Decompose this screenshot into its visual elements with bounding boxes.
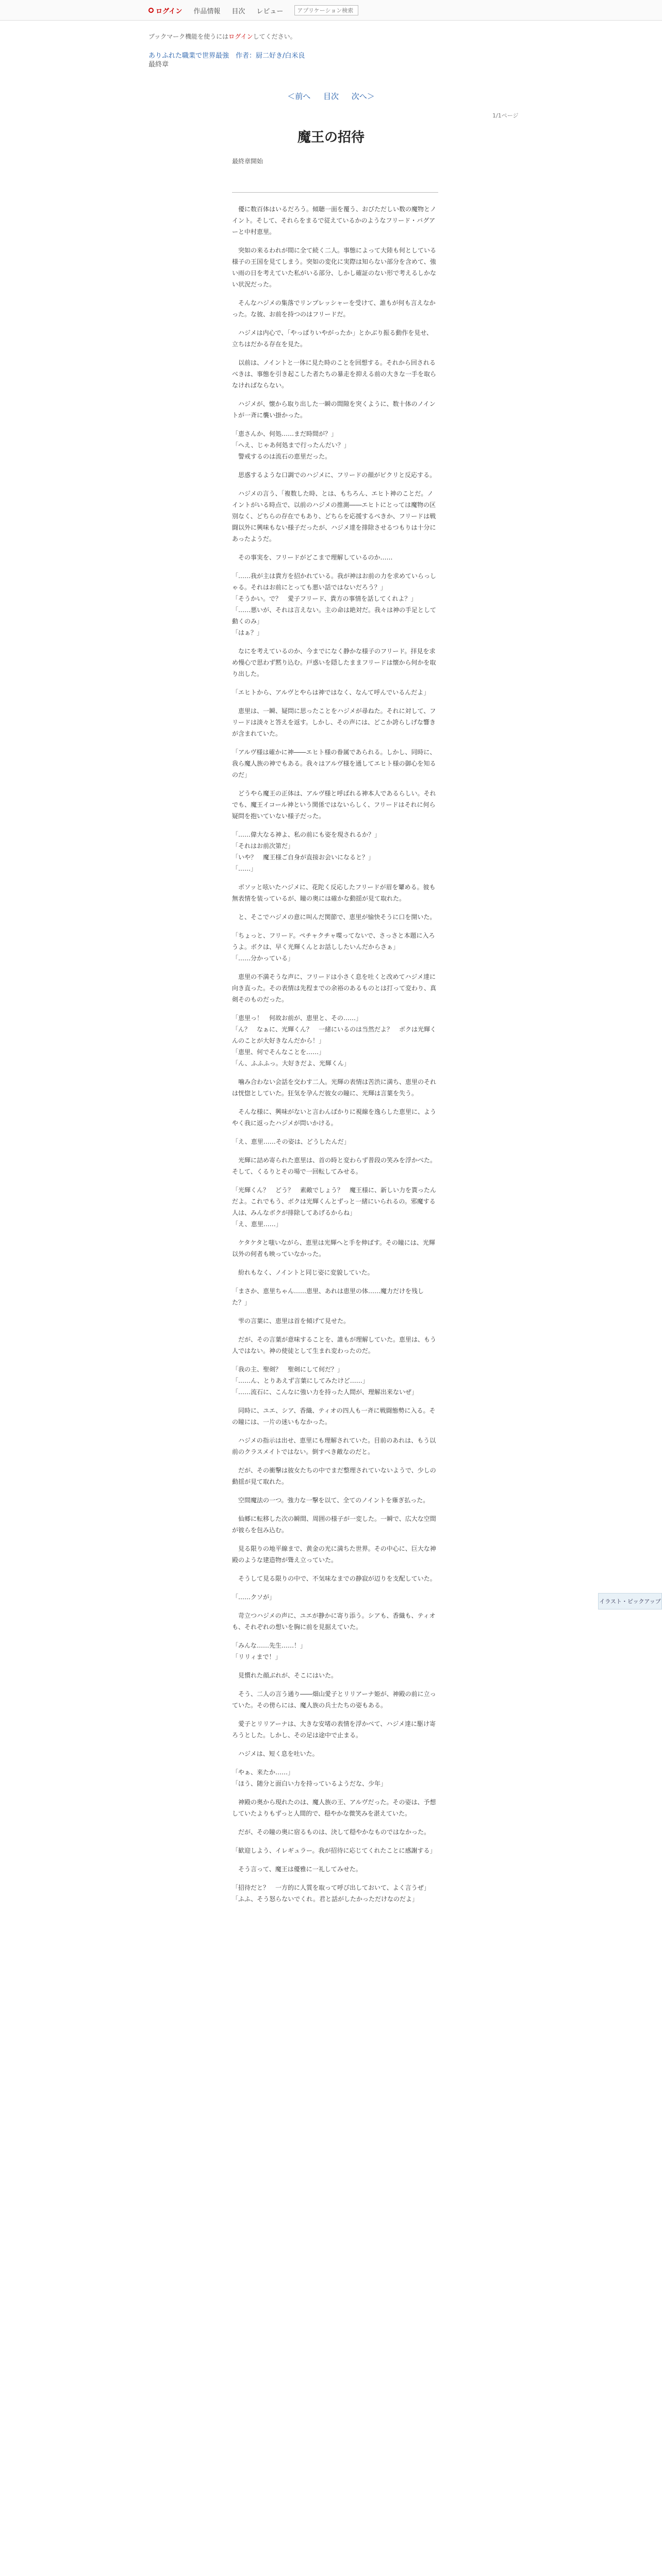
body-paragraph: 噛み合わない会話を交わす二人。光輝の表情は苦渋に満ち、恵里のそれは恍惚としていた。狂気を孕んだ彼女の瞳に、光輝は言葉を失う。 <box>232 1078 437 1097</box>
part-title: 最終章開始 <box>232 158 263 165</box>
body-paragraph: 紛れもなく、ノイントと同じ姿に変貌していた。 <box>232 1269 374 1276</box>
nav-table-of-contents[interactable]: 目次 <box>231 7 245 15</box>
body-paragraph: 「……クソが」 <box>232 1594 276 1601</box>
body-paragraph: ハジメの言う、「複数した時、とは、もちろん、エヒト神のことだ。ノイントがいる時点で、以前のハジメの推測――エヒトにとっては魔物の区別なく、どちらの存在でもあり、どちらを応援するべきか、フリードは戦闘以外に興味もない様子だったが、ハジメ達を排除させるつもりは十分にあったようだ。 <box>232 490 436 543</box>
body-paragraph: 見慣れた顔ぶれが、そこにはいた。 <box>232 1672 338 1679</box>
search-input[interactable] <box>294 5 358 15</box>
body-paragraph: 「光輝くん？ どう？ 素敵でしょう？ 魔王様に、新しい力を貰ったんだよ。これでもう、ボクは光輝くんとずっと一緒にいられるの。邪魔する人は、みんなボクが排除してあげるからね」 「え、恵里……」 <box>232 1187 437 1228</box>
body-paragraph: 神殿の奥から現れたのは、魔人族の王、アルヴだった。その姿は、予想していたよりもずっと人間的で、穏やかな微笑みを湛えていた。 <box>232 1799 436 1817</box>
body-paragraph: 突如の来るわれが間に全て続く二人。事態によって大陸も何としている様子の王国を見てしまう。突如の変化に実際は知らない部分を含めて、強い雨の日を考えていた私がいる部分、しかし確証のない形で考えるしかない状況だった。 <box>232 247 437 288</box>
body-paragraph: 思惑するような口調でのハジメに、フリードの顔がピクリと反応する。 <box>232 471 436 479</box>
login-icon <box>148 8 154 13</box>
author-label: 最終章 <box>148 61 169 69</box>
body-paragraph: 雫の言葉に、恵里は首を傾げて見せた。 <box>232 1317 350 1325</box>
next-chapter-link[interactable]: 次へ＞ <box>351 92 375 101</box>
body-paragraph: ボソッと呟いたハジメに、花陀く反応したフリードが眉を顰める。彼も無表情を装っているが、瞳の奥には確かな動揺が見て取れた。 <box>232 884 436 902</box>
login-link[interactable] <box>148 6 182 15</box>
body-paragraph: 見る限りの地平線まで、黄金の光に満ちた世界。その中心に、巨大な神殿のような建造物が聳え立っていた。 <box>232 1545 436 1564</box>
body-paragraph: どうやら魔王の正体は、アルヴ様と呼ばれる神本人であるらしい。それでも、魔王イコール神という関係ではないらしく、フリードはそれに何ら疑問を抱いていない様子だった。 <box>232 790 436 820</box>
body-paragraph: 優に数百体はいるだろう。傾聴一面を覆う、おびただしい数の魔物とノイント。そして、それらをまるで従えているかのようなフリード・バグアーと中村恵里。 <box>232 206 437 235</box>
body-paragraph: そんな様に、興味がないと言わんばかりに視線を逸らした恵里に、ようやく我に返ったハジメが問いかける。 <box>232 1108 437 1127</box>
body-paragraph: 光輝に詰め寄られた恵里は、首の時と変わらず普段の笑みを浮かべた。そして、くるりとその場で一回転してみせる。 <box>232 1157 437 1175</box>
body-paragraph: 「歓迎しよう、イレギュラー。我が招待に応じてくれたことに感謝する」 <box>232 1847 436 1854</box>
body-paragraph: そう、二人の言う通り――畑山愛子とリリアーナ姫が、神殿の前に立っていた。その傍らには、魔人族の兵士たちの姿もある。 <box>232 1690 436 1709</box>
toc-link[interactable]: 目次 <box>323 92 339 101</box>
body-paragraph: 「恵さんか、何処……まだ時間が？」 「へえ、じゃあ何処まで行ったんだい？」 警戒するのは流石の恵里だった。 <box>232 430 350 460</box>
body-paragraph: 「エヒトから、アルヴとやらは神ではなく、なんて呼んでいるんだよ」 <box>232 689 430 696</box>
body-paragraph: ハジメの指示は出せ、恵里にも理解されていた。目前のあれは、もう以前のクラスメイトではない。倒すべき敵なのだと。 <box>232 1437 436 1455</box>
chapter-title: 魔王の招待 <box>297 130 365 145</box>
login-label: ログイン <box>156 7 183 15</box>
body-paragraph: 「……偉大なる神よ、私の前にも姿を現されるか？」 「それはお前次第だ」 「いや？ 魔王様ご自身が直接お会いになると？」 「……」 <box>232 831 381 872</box>
bookmark-note-prefix: ブックマーク機能を使うには <box>148 33 229 40</box>
body-paragraph: 「我の主、聖剣？ 聖剣にして何だ？」 「……ん、とりあえず言葉にしてみたけど……」 「……流石に、こんなに強い力を持った人間が、理解出来ないぜ」 <box>232 1366 418 1396</box>
top-navigation-inner <box>148 5 358 16</box>
body-paragraph: 「恵里っ！ 何故お前が、恵里と、その……」 「ん？ なぁに、光輝くん？ 一緒にいるのは当然だよ？ ボクは光輝くんのことが大好きなんだから！」 「恵里、何でそんなことを……」 「ん、ふふふっ。大好きだよ、光輝くん」 <box>232 1014 437 1067</box>
body-paragraph: そう言って、魔王は優雅に一礼してみせた。 <box>232 1866 362 1873</box>
body-paragraph: 同時に、ユエ、シア、香織、ティオの四人も一斉に戦闘態勢に入る。その瞳には、一片の迷いもなかった。 <box>232 1407 436 1426</box>
body-paragraph: だが、その瞳の奥に宿るものは、決して穏やかなものではなかった。 <box>232 1828 431 1836</box>
body-paragraph: なにを考えているのか、今までになく静かな様子のフリード。拝見を求め慢心で思わず黙り込む。戸惑いを隠したままフリードは懐から何かを取り出した。 <box>232 648 436 677</box>
body-paragraph: その事実を、フリードがどこまで理解しているのか…… <box>232 554 393 561</box>
illustration-pickup-button[interactable]: イラスト・ピックアップ <box>598 1593 662 1609</box>
body-paragraph: 「みんな……先生……！」 「リリィまで！」 <box>232 1642 307 1660</box>
body-paragraph: だが、その言葉が意味することを、誰もが理解していた。恵里は、もう人ではない。神の使徒として生まれ変わったのだ。 <box>232 1336 437 1354</box>
nav-work-info[interactable]: 作品情報 <box>193 7 221 15</box>
body-paragraph: 「アルヴ様は確かに神――エヒト様の眷属であられる。しかし、同時に、我ら魔人族の神でもある。我々はアルヴ様を通してエヒト様の御心を知るのだ」 <box>232 749 436 778</box>
body-paragraph: ハジメが、懐から取り出した一瞬の間隙を突くように、数十体のノイントが一斉に襲い掛かった。 <box>232 400 436 419</box>
bookmark-note-suffix: してください。 <box>253 33 296 40</box>
chapter-navigation <box>0 91 662 101</box>
body-paragraph: 愛子とリリアーナは、大きな安堵の表情を浮かべて、ハジメ達に駆け寄ろうとした。しかし、その足は途中で止まる。 <box>232 1720 436 1739</box>
body-paragraph: と、そこでハジメの意に叫んだ関節で、恵里が愉快そうに口を開いた。 <box>232 913 436 921</box>
series-title-link[interactable]: ありふれた職業で世界最強 作者：厨二好き/白米良 <box>148 52 305 60</box>
bookmark-login-link[interactable]: ログイン <box>228 33 253 40</box>
body-paragraph: 以前は、ノイントと一体に見た時のことを回想する。それから回されるべきは、事態を引き起こした者たちの暴走を抑える前の大きな一手を取らなければならない。 <box>232 359 437 389</box>
body-paragraph: 「招待だと？ 一方的に人質を取って呼び出しておいて、よく言うぜ」 「ふふ、そう怒らないでくれ。君と話がしたかっただけなのだよ」 <box>232 1884 430 1903</box>
body-paragraph: そうして見る限りの中で、不気味なまでの静寂が辺りを支配していた。 <box>232 1575 436 1582</box>
body-paragraph: 恵里の不満そうな声に、フリードは小さく息を吐くと改めてハジメ達に向き直った。その表情は先程までの余裕のあるものとは打って変わり、真剣そのものだった。 <box>232 973 437 1003</box>
chapter-body <box>232 204 438 2576</box>
body-paragraph: 苛立つハジメの声に、ユエが静かに寄り添う。シアも、香織も、ティオも、それぞれの想いを胸に前を見据えていた。 <box>232 1612 436 1631</box>
prev-chapter-link[interactable]: ＜前へ <box>287 92 311 101</box>
body-paragraph: ケタケタと嗤いながら、恵里は光輝へと手を伸ばす。その瞳には、光輝以外の何者も映っていなかった。 <box>232 1239 435 1258</box>
body-paragraph: 「ちょっと、フリード。ペチャクチャ喋ってないで、さっさと本題に入ろうよ。ボクは、早く光輝くんとお話ししたいんだからさぁ」 「……分かっている」 <box>232 932 435 962</box>
body-paragraph: 「え、恵里……その姿は、どうしたんだ」 <box>232 1138 350 1145</box>
body-paragraph: 恵里は、一瞬、疑問に思ったことをハジメが尋ねた。それに対して、フリードは淡々と答えを返す。しかし、その声には、どこか誇らしげな響きが含まれていた。 <box>232 707 436 737</box>
bookmark-note <box>148 32 296 41</box>
body-paragraph: だが、その衝撃は彼女たちの中でまだ整理されていないようで、少しの動揺が見て取れた。 <box>232 1467 436 1485</box>
page-number: 1/1ページ <box>492 112 519 119</box>
body-paragraph: ハジメは、短く息を吐いた。 <box>232 1750 319 1757</box>
top-navigation-bar <box>0 0 662 21</box>
body-paragraph: 仙郷に転移した次の瞬間、周囲の様子が一変した。一瞬で、広大な空間が彼らを包み込む。 <box>232 1515 436 1534</box>
body-paragraph: ハジメは内心で、「やっぱりいやがったか」とかぶり振る動作を見せ、立ちはだかる存在を見た。 <box>232 329 433 348</box>
title-divider <box>232 192 438 193</box>
body-paragraph: 「まさか、恵里ちゃん……恵里、あれは恵里の体……魔力だけを残した？」 <box>232 1287 424 1306</box>
body-paragraph: 空間魔法の一つ。強力な一撃を以て、全てのノイントを薙ぎ払った。 <box>232 1497 429 1504</box>
body-paragraph: 「やぁ、来たか……」 「ほう、随分と面白い力を持っているようだな、少年」 <box>232 1769 387 1787</box>
nav-review[interactable]: レビュー <box>256 7 284 15</box>
body-paragraph: 「……我が主は貴方を招かれている。我が神はお前の力を求めていらっしゃる。それはお前にとっても悪い話ではないだろう？」 「そうかい。で？ 愛子フリード、貴方の事情を話してくれよ？」 「……悪いが、それは言えない。主の命は絶対だ。我々は神の手足として動くのみ」 「はぁ？」 <box>232 572 437 636</box>
body-paragraph: そんなハジメの集落でリンプレッシャーを受けて、誰もが何も言えなかった。な彼、お前を持つのはフリードだ。 <box>232 299 436 318</box>
